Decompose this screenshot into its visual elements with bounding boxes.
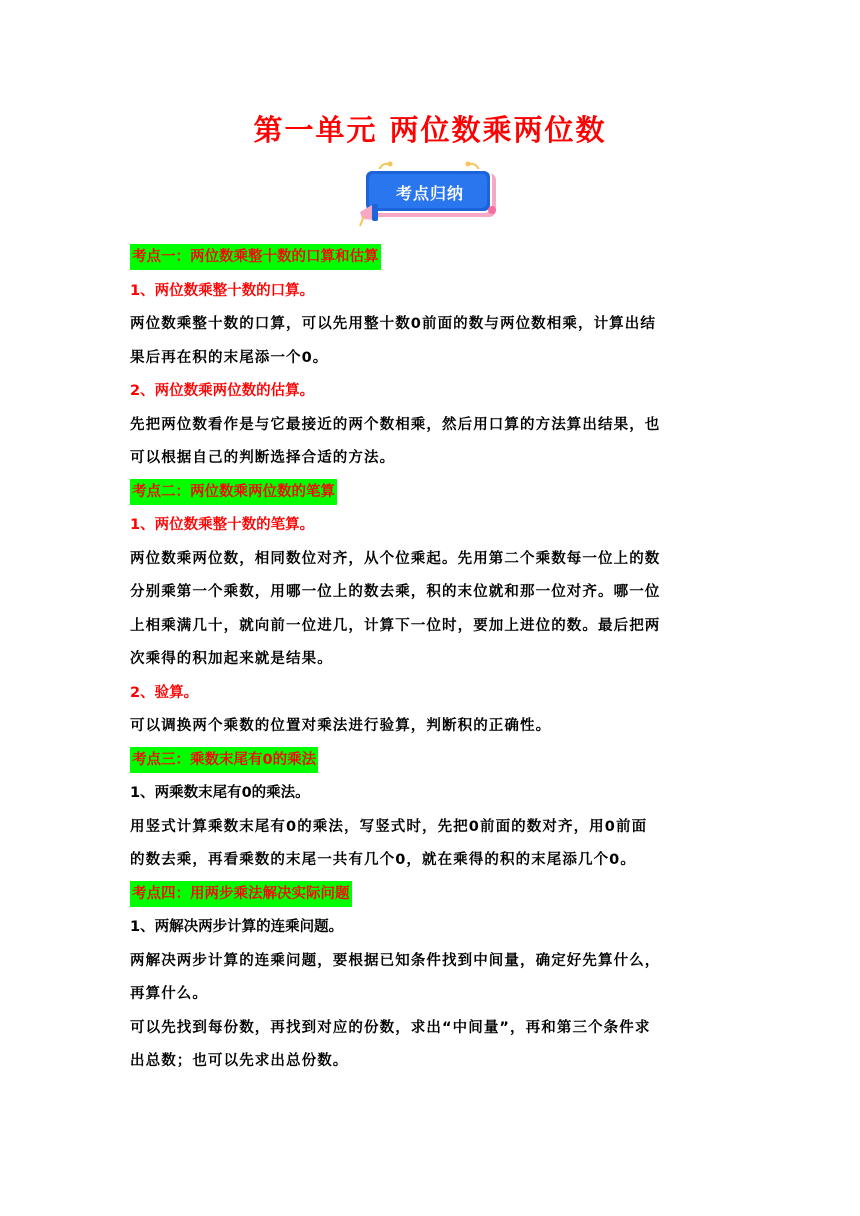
section — [130, 744, 734, 878]
paragraph-line: 两位数乘两位数，相同数位对齐，从个位乘起。先用第二个乘数每一位上的数 — [130, 550, 661, 567]
section-heading: 考点二：两位数乘两位数的笔算 — [130, 479, 337, 505]
paragraph-line: 的数去乘，再看乘数的末尾一共有几个0，就在乘得的积的末尾添几个0。 — [130, 852, 636, 868]
paragraph-line: 次乘得的积加起来就是结果。 — [130, 651, 333, 667]
section-heading: 考点一：两位数乘整十数的口算和估算 — [130, 244, 381, 270]
paragraph-line: 果后再在积的末尾添一个0。 — [130, 349, 329, 366]
section-heading: 考点四：用两步乘法解决实际问题 — [130, 881, 352, 907]
subheading: 1、两乘数末尾有0的乘法。 — [130, 785, 310, 801]
page-title: 第一单元 两位数乘两位数 — [253, 113, 607, 147]
section — [130, 476, 734, 744]
section — [130, 241, 734, 476]
paragraph-line: 可以根据自己的判断选择合适的方法。 — [130, 450, 396, 466]
paragraph-line: 可以调换两个乘数的位置对乘法进行验算，判断积的正确性。 — [130, 718, 552, 734]
badge — [358, 160, 500, 228]
subheading: 2、验算。 — [130, 684, 199, 701]
paragraph-line: 用竖式计算乘数末尾有0的乘法，写竖式时，先把0前面的数对齐，用0前面 — [130, 818, 648, 835]
paragraph-line: 先把两位数看作是与它最接近的两个数相乘，然后用口算的方法算出结果，也 — [130, 416, 661, 433]
paragraph-line: 可以先找到每份数，再找到对应的份数，求出“中间量”，再和第三个条件求 — [130, 1019, 651, 1036]
paragraph-line: 再算什么。 — [130, 986, 208, 1002]
paragraph-line: 上相乘满几十，就向前一位进几，计算下一位时，要加上进位的数。最后把两 — [130, 617, 661, 634]
badge-label: 考点归纳 — [395, 184, 464, 203]
subheading: 2、两位数乘两位数的估算。 — [130, 383, 315, 399]
content — [130, 241, 734, 1079]
subheading: 1、两位数乘整十数的口算。 — [130, 282, 315, 299]
subheading: 1、两解决两步计算的连乘问题。 — [130, 919, 344, 935]
paragraph-line: 分别乘第一个乘数，用哪一位上的数去乘，积的末位就和那一位对齐。哪一位 — [130, 584, 661, 600]
subheading: 1、两位数乘整十数的笔算。 — [130, 517, 315, 533]
section-heading: 考点三：乘数末尾有0的乘法 — [130, 747, 318, 773]
paragraph-line: 两解决两步计算的连乘问题，要根据已知条件找到中间量，确定好先算什么， — [130, 952, 661, 969]
paragraph-line: 两位数乘整十数的口算，可以先用整十数0前面的数与两位数相乘，计算出结 — [130, 316, 656, 332]
paragraph-line: 出总数；也可以先求出总份数。 — [130, 1053, 349, 1069]
section — [130, 878, 734, 1079]
